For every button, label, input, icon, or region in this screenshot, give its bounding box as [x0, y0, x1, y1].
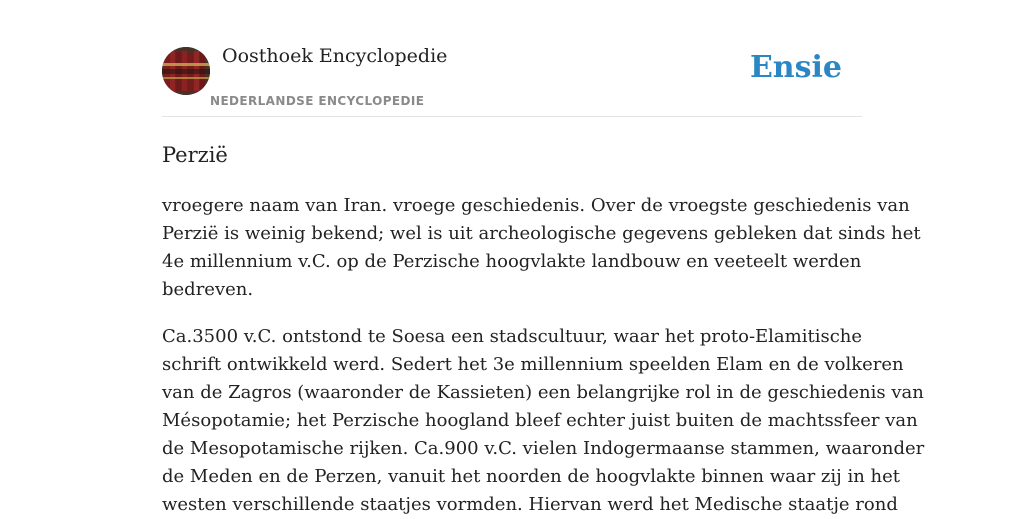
text-line: vroegere naam van Iran. vroege geschiedenis. Over de vroegste geschiedenis van — [162, 195, 910, 216]
text-line: Perzië is weinig bekend; wel is uit archeologische gegevens gebleken dat sinds het — [162, 223, 921, 244]
book-spines-icon — [162, 47, 210, 95]
article-paragraph — [162, 323, 925, 519]
text-line: westen verschillende staatjes vormden. Hiervan werd het Medische staatje rond — [162, 494, 898, 515]
site-logo-avatar[interactable] — [162, 47, 210, 95]
site-title-link[interactable]: Oosthoek Encyclopedie — [222, 45, 448, 67]
article-title: Perzië — [162, 143, 228, 167]
text-line: Mésopotamie; het Perzische hoogland bleef echter juist buiten de machtssfeer van — [162, 410, 918, 431]
text-line: de Meden en de Perzen, vanuit het noorden de hoogvlakte binnen waar zij in het — [162, 466, 900, 487]
site-subtitle: NEDERLANDSE ENCYCLOPEDIE — [210, 94, 425, 108]
text-line: bedreven. — [162, 279, 254, 300]
text-line: de Mesopotamische rijken. Ca.900 v.C. vielen Indogermaanse stammen, waaronder — [162, 438, 925, 459]
text-line: schrift ontwikkeld werd. Sedert het 3e millennium speelden Elam en de volkeren — [162, 354, 904, 375]
brand-logo-link[interactable]: Ensie — [749, 50, 842, 85]
text-line: Ca.3500 v.C. ontstond te Soesa een stadscultuur, waar het proto-Elamitische — [162, 326, 863, 347]
article — [162, 140, 925, 519]
text-line: van de Zagros (waaronder de Kassieten) een belangrijke rol in de geschiedenis van — [162, 382, 924, 403]
site-header — [162, 0, 862, 117]
text-line: 4e millennium v.C. op de Perzische hoogvlakte landbouw en veeteelt werden — [162, 251, 862, 272]
article-paragraph — [162, 192, 921, 304]
